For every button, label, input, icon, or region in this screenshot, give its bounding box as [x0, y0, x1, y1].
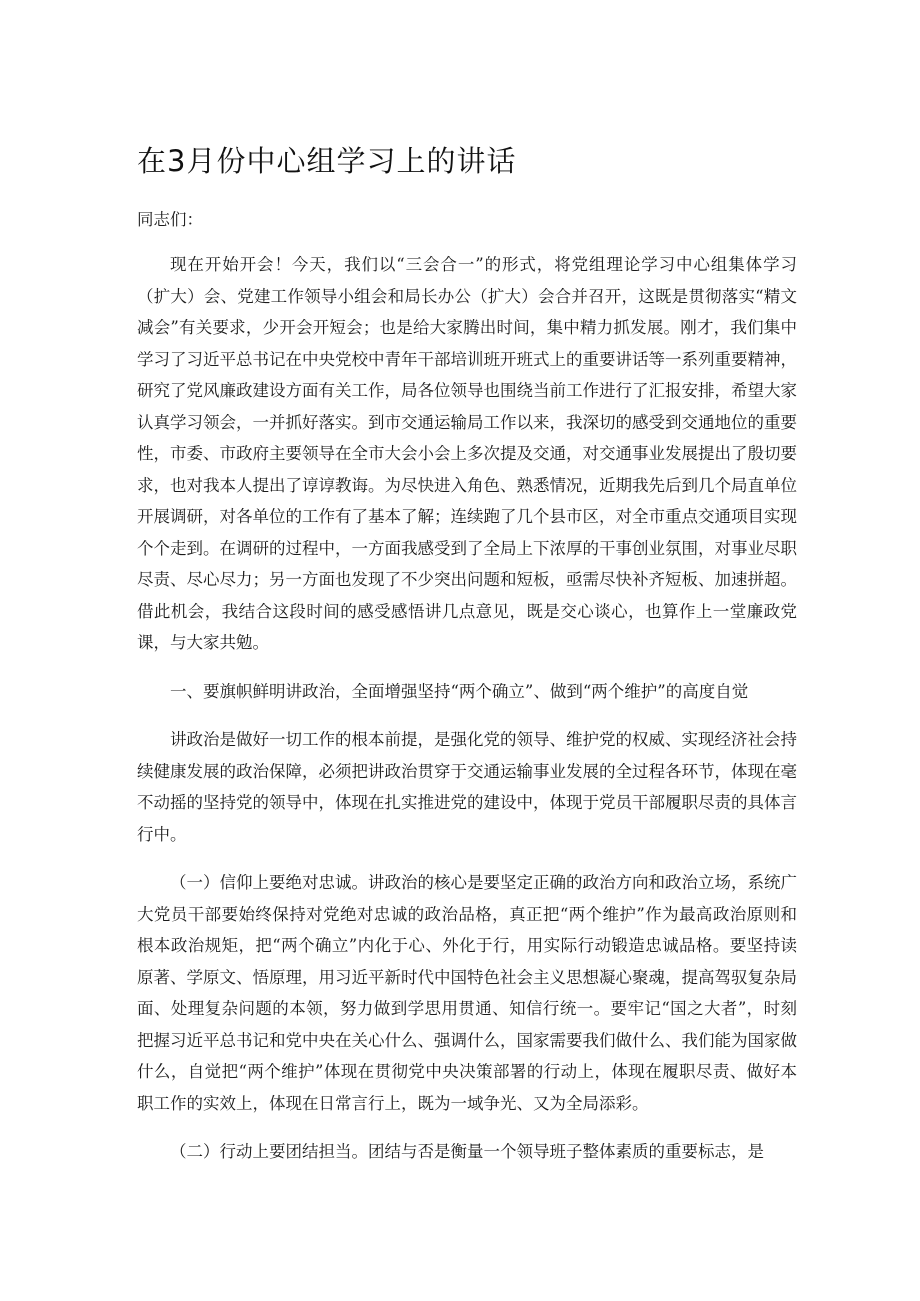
paragraph-loyalty: （一）信仰上要绝对忠诚。讲政治的核心是要坚定正确的政治方向和政治立场，系统广大党员干部要始终保持对党绝对忠诚的政治品格，真正把“两个维护”作为最高政治原则和根本政治规矩，把“两个确立”内化于心、外化于行，用实际行动锻造忠诚品格。要坚持读原著、学原文、悟原理，用习近平新时代中国特色社会主义思想凝心聚魂，提高驾驭复杂局面、处理复杂问题的本领，努力做到学思用贯通、知信行统一。要牢记“国之大者”，时刻把握习近平总书记和党中央在关心什么、强调什么，国家需要我们做什么、我们能为国家做什么，自觉把“两个维护”体现在贯彻党中央决策部署的行动上，体现在履职尽责、做好本职工作的实效上，体现在日常言行上，既为一域争光、又为全局添彩。 [137, 873, 797, 1113]
document-page [137, 141, 797, 1185]
paragraph-politics: 讲政治是做好一切工作的根本前提，是强化党的领导、维护党的权威、实现经济社会持续健康发展的政治保障，必须把讲政治贯穿于交通运输事业发展的全过程各环节，体现在毫不动摇的坚持党的领导中，体现在扎实推进党的建设中，体现于党员干部履职尽责的具体言行中。 [137, 730, 797, 844]
section-heading-1: 一、要旗帜鲜明讲政治，全面增强坚持“两个确立”、做到“两个维护”的高度自觉 [170, 681, 749, 701]
salutation: 同志们： [137, 210, 203, 229]
paragraph-unity: （二）行动上要团结担当。团结与否是衡量一个领导班子整体素质的重要标志，是 [170, 1142, 764, 1161]
paragraph-intro: 现在开始开会！今天，我们以“三会合一”的形式，将党组理论学习中心组集体学习（扩大）会、党建工作领导小组会和局长办公（扩大）会合并召开，这既是贯彻落实“精文减会”有关要求，少开会开短会；也是给大家腾出时间，集中精力抓发展。刚才，我们集中学习了习近平总书记在中央党校中青年干部培训班开班式上的重要讲话等一系列重要精神，研究了党风廉政建设方面有关工作，局各位领导也围绕当前工作进行了汇报安排，希望大家认真学习领会，一并抓好落实。到市交通运输局工作以来，我深切的感受到交通地位的重要性，市委、市政府主要领导在全市大会小会上多次提及交通，对交通事业发展提出了殷切要求，也对我本人提出了谆谆教诲。为尽快进入角色、熟悉情况，近期我先后到几个局直单位开展调研，对各单位的工作有了基本了解；连续跑了几个县市区，对全市重点交通项目实现个个走到。在调研的过程中，一方面我感受到了全局上下浓厚的干事创业氛围，对事业尽职尽责、尽心尽力；另一方面也发现了不少突出问题和短板，亟需尽快补齐短板、加速拼超。借此机会，我结合这段时间的感受感悟讲几点意见，既是交心谈心，也算作上一堂廉政党课，与大家共勉。 [137, 255, 797, 652]
document-title: 在3月份中心组学习上的讲话 [137, 144, 517, 178]
